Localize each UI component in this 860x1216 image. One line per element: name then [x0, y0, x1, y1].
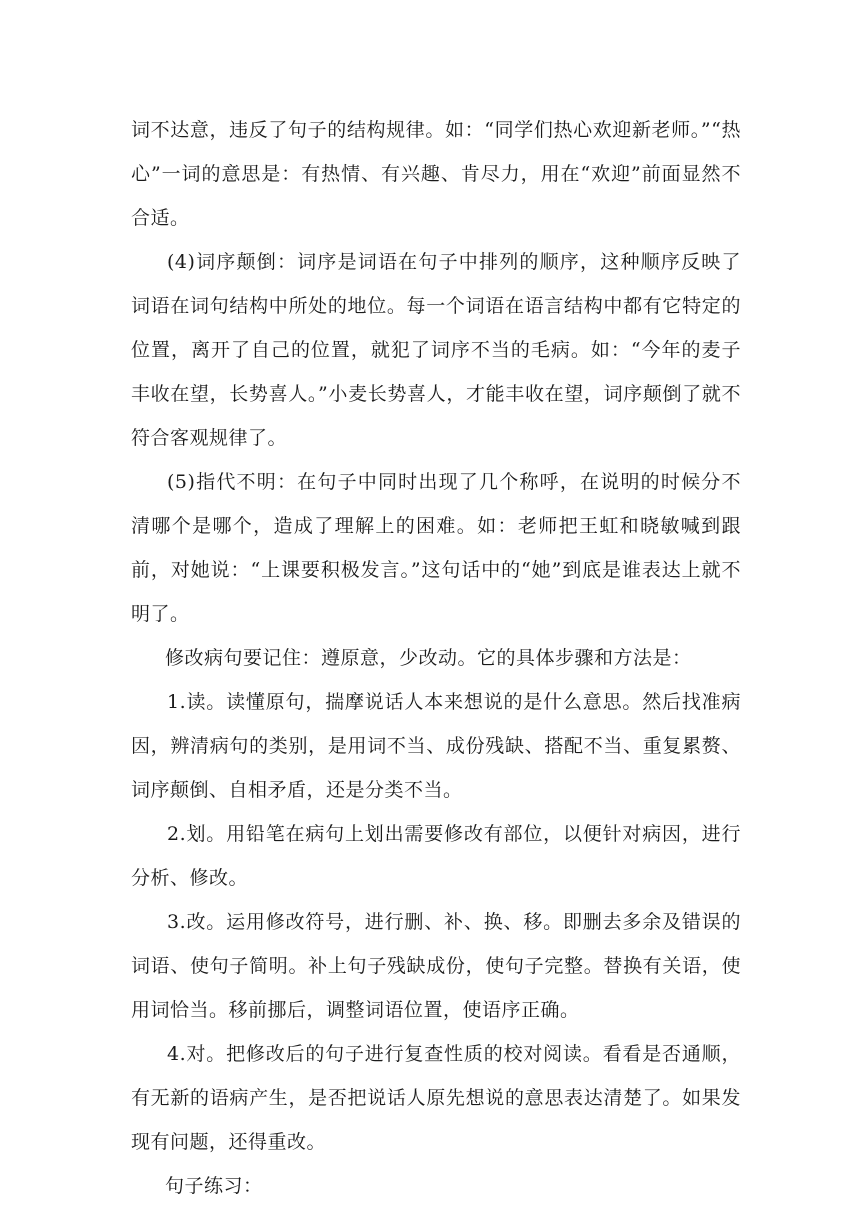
paragraph-word-misuse-cont: 词不达意，违反了句子的结构规律。如：“同学们热心欢迎新老师。”“热心”一词的意思是：有热情、有兴趣、肯尽力，用在“欢迎”前面显然不合适。 [131, 119, 741, 229]
paragraph-step-read: 1.读。读懂原句，揣摩说话人本来想说的是什么意思。然后找准病因，辨清病句的类别，是用词不当、成份残缺、搭配不当、重复累赘、词序颠倒、自相矛盾，还是分类不当。 [131, 691, 741, 801]
paragraph-word-order: (4)词序颠倒：词序是词语在句子中排列的顺序，这种顺序反映了词语在词句结构中所处的地位。每一个词语在语言结构中都有它特定的位置，离开了自己的位置，就犯了词序不当的毛病。如：“今年的麦子丰收在望，长势喜人。”小麦长势喜人，才能丰收在望，词序颠倒了就不符合客观规律了。 [131, 251, 741, 449]
paragraph-step-mark: 2.划。用铅笔在病句上划出需要修改有部位，以便针对病因，进行分析、修改。 [131, 823, 741, 889]
paragraph-sentence-practice: 句子练习： [165, 1175, 263, 1197]
paragraph-step-check: 4.对。把修改后的句子进行复查性质的校对阅读。看看是否通顺，有无新的语病产生，是否把说话人原先想说的意思表达清楚了。如果发现有问题，还得重改。 [131, 1043, 741, 1153]
paragraph-unclear-reference: (5)指代不明：在句子中同时出现了几个称呼，在说明的时候分不清哪个是哪个，造成了理解上的困难。如：老师把王虹和晓敏喊到跟前，对她说：“上课要积极发言。”这句话中的“她”到底是谁表达上就不明了。 [131, 471, 741, 625]
paragraph-step-revise: 3.改。运用修改符号，进行删、补、换、移。即删去多余及错误的词语、使句子简明。补上句子残缺成份，使句子完整。替换有关语，使用词恰当。移前挪后，调整词语位置，使语序正确。 [131, 911, 741, 1021]
paragraph-revision-principle: 修改病句要记住：遵原意，少改动。它的具体步骤和方法是： [165, 647, 692, 669]
document-body [131, 108, 741, 1208]
